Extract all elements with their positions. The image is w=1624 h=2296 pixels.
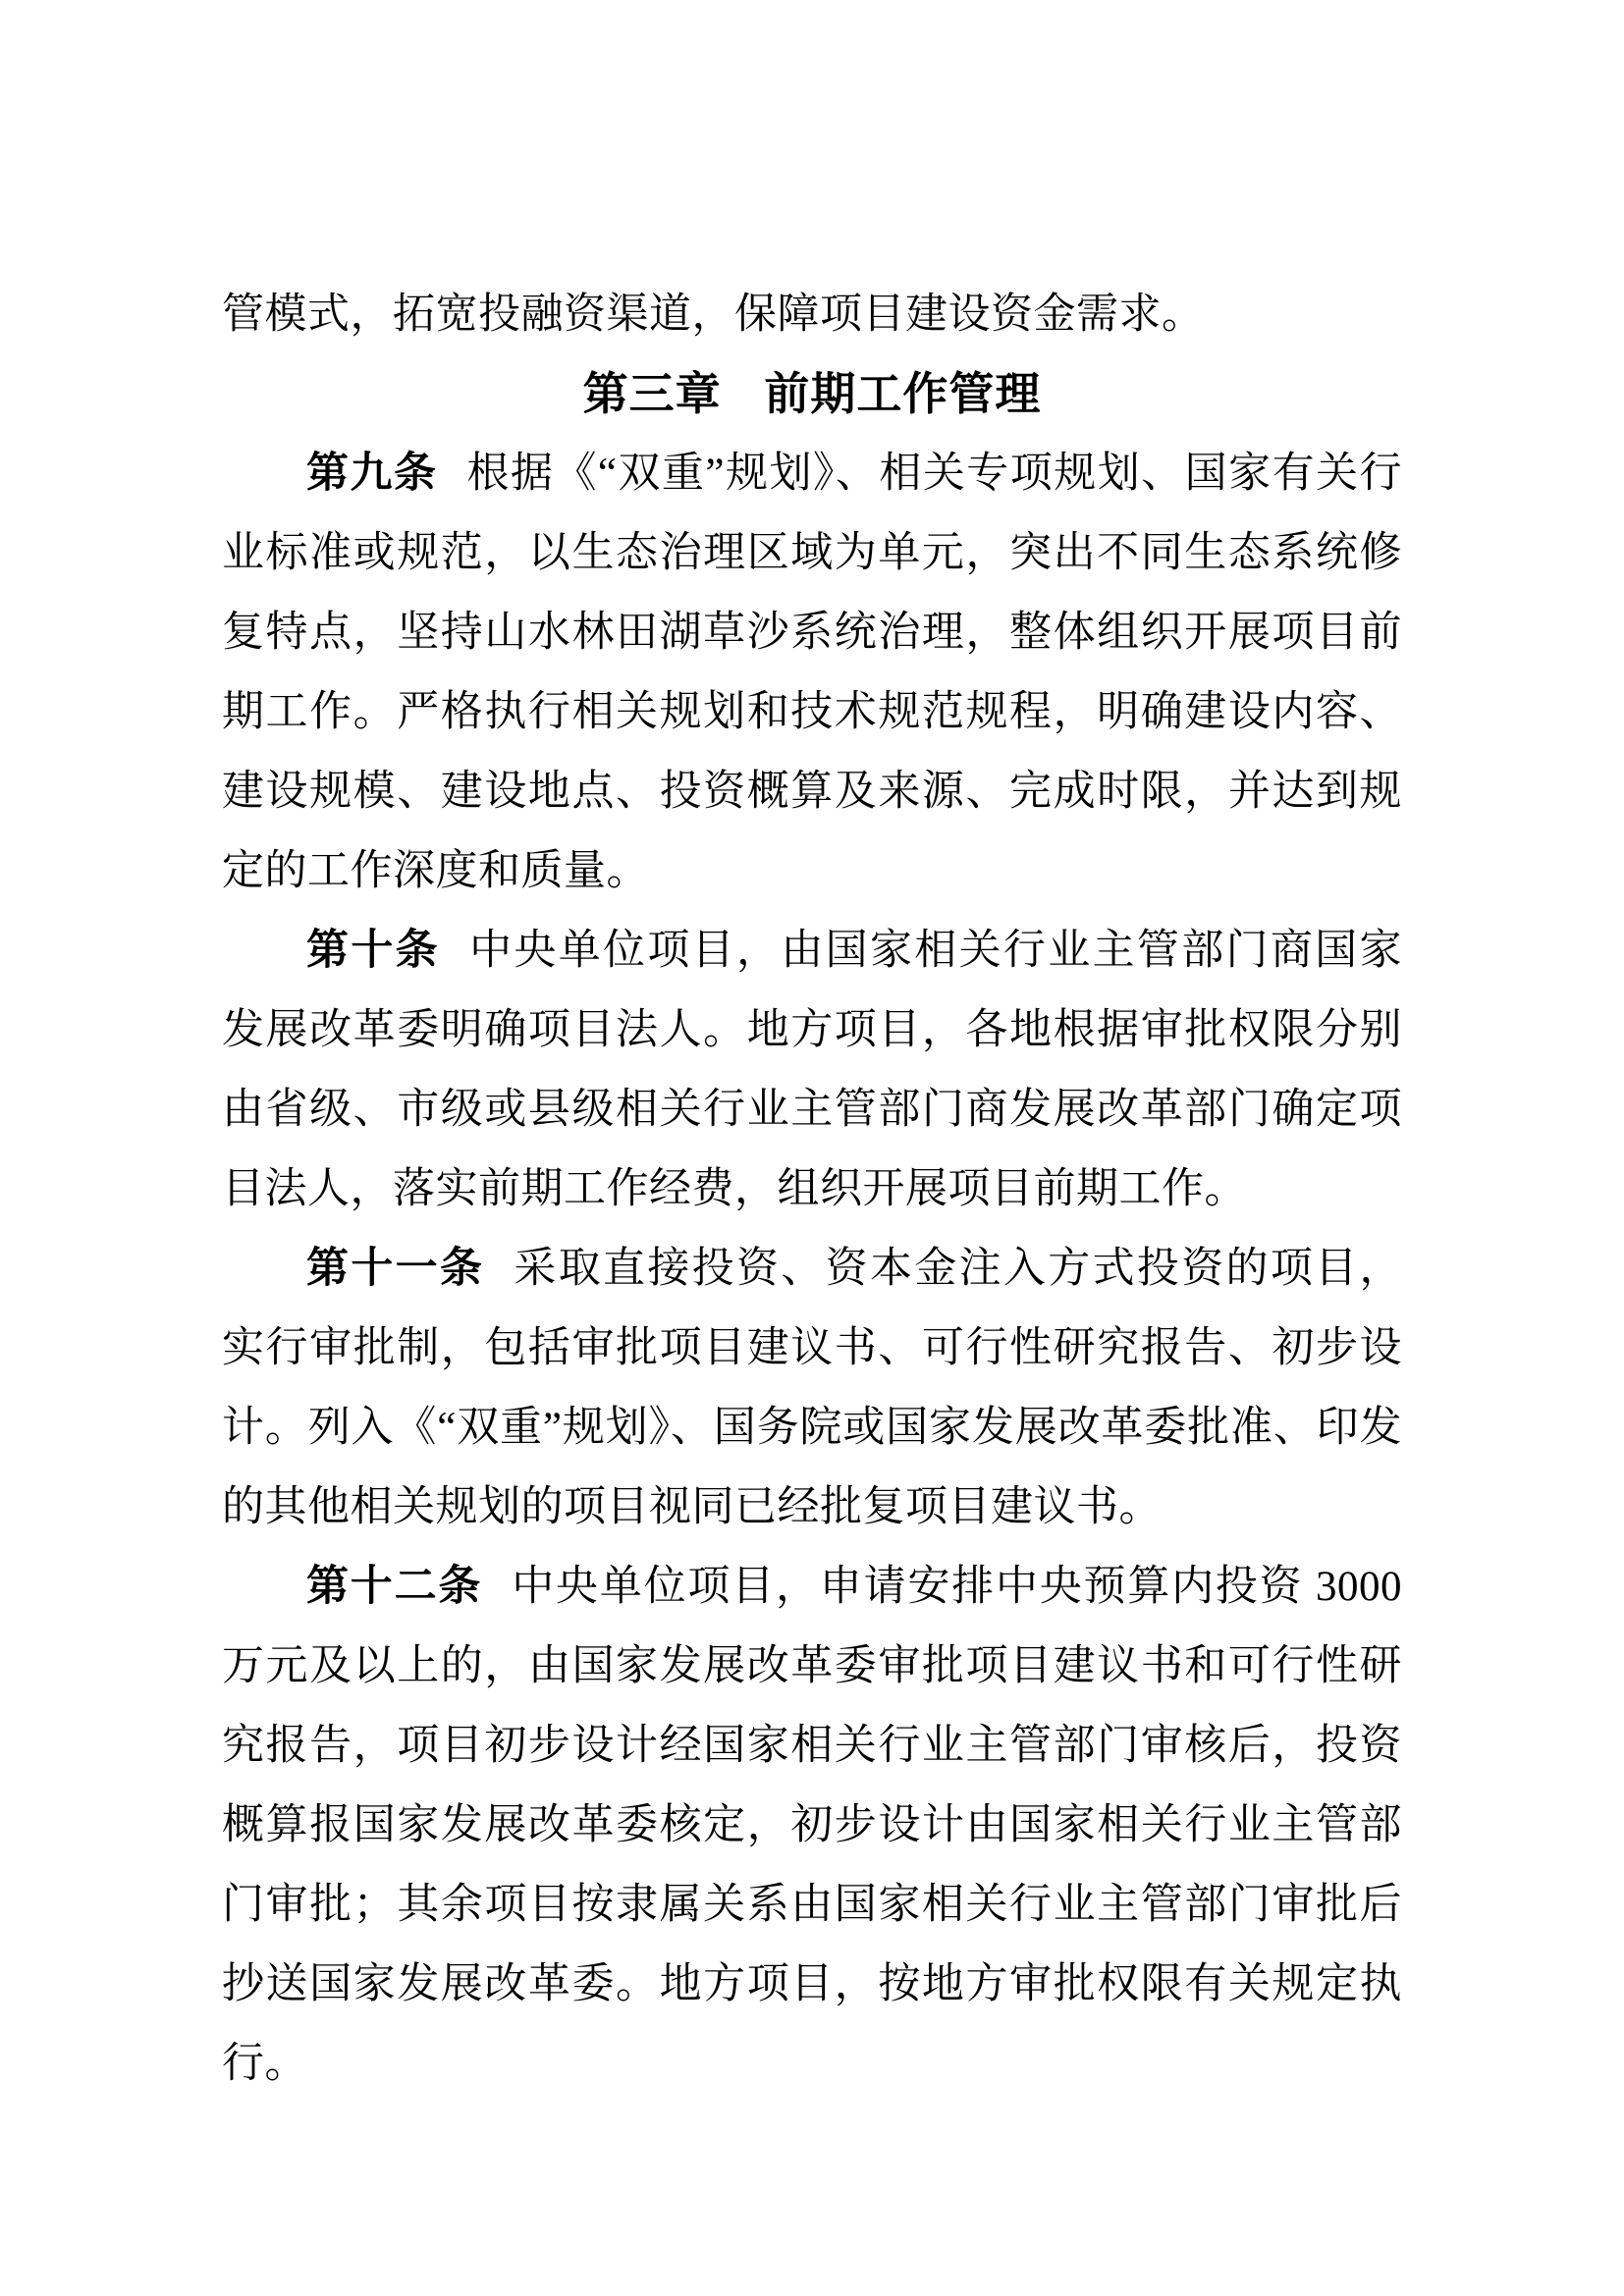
article-10-label: 第十条 (306, 927, 440, 974)
chapter-number: 第三章 (582, 368, 722, 419)
article-11 (222, 1229, 1402, 1547)
article-9 (222, 434, 1402, 911)
article-9-body: 根据《“双重”规划》、相关专项规划、国家有关行业标准或规范，以生态治理区域为单元，突出不同生态系统修复特点，坚持山水林田湖草沙系统治理，整体组织开展项目前期工作。严格执行相关规划和技术规范规程，明确建设内容、建设规模、建设地点、投资概算及来源、完成时限，并达到规定的工作深度和质量。 (222, 451, 1403, 894)
chapter-title: 前期工作管理 (764, 368, 1042, 419)
chapter-heading (222, 354, 1402, 434)
article-10 (222, 911, 1402, 1229)
paragraph-continuation: 管模式，拓宽投融资渠道，保障项目建设资金需求。 (222, 292, 1205, 338)
article-9-label: 第九条 (306, 450, 438, 497)
article-12-label: 第十二条 (306, 1563, 483, 1610)
article-12-body: 中央单位项目，申请安排中央预算内投资 3000 万元及以上的，由国家发展改革委审批项目建议书和可行性研究报告，项目初步设计经国家相关行业主管部门审核后，投资概算报国家发展改革委核定，初步设计由国家相关行业主管部门审批；其余项目按隶属关系由国家相关行业主管部门审批后抄送国家发展改革委。地方项目，按地方审批权限有关规定执行。 (222, 1564, 1403, 2087)
article-11-body: 采取直接投资、资本金注入方式投资的项目，实行审批制，包括审批项目建议书、可行性研究报告、初步设计。列入《“双重”规划》、国务院或国家发展改革委批准、印发的其他相关规划的项目视同已经批复项目建议书。 (222, 1246, 1403, 1530)
article-12 (222, 1547, 1402, 2104)
article-11-label: 第十一条 (306, 1245, 485, 1292)
article-10-body: 中央单位项目，由国家相关行业主管部门商国家发展改革委明确项目法人。地方项目，各地根据审批权限分别由省级、市级或县级相关行业主管部门商发展改革部门确定项目法人，落实前期工作经费，组织开展项目前期工作。 (222, 928, 1403, 1212)
